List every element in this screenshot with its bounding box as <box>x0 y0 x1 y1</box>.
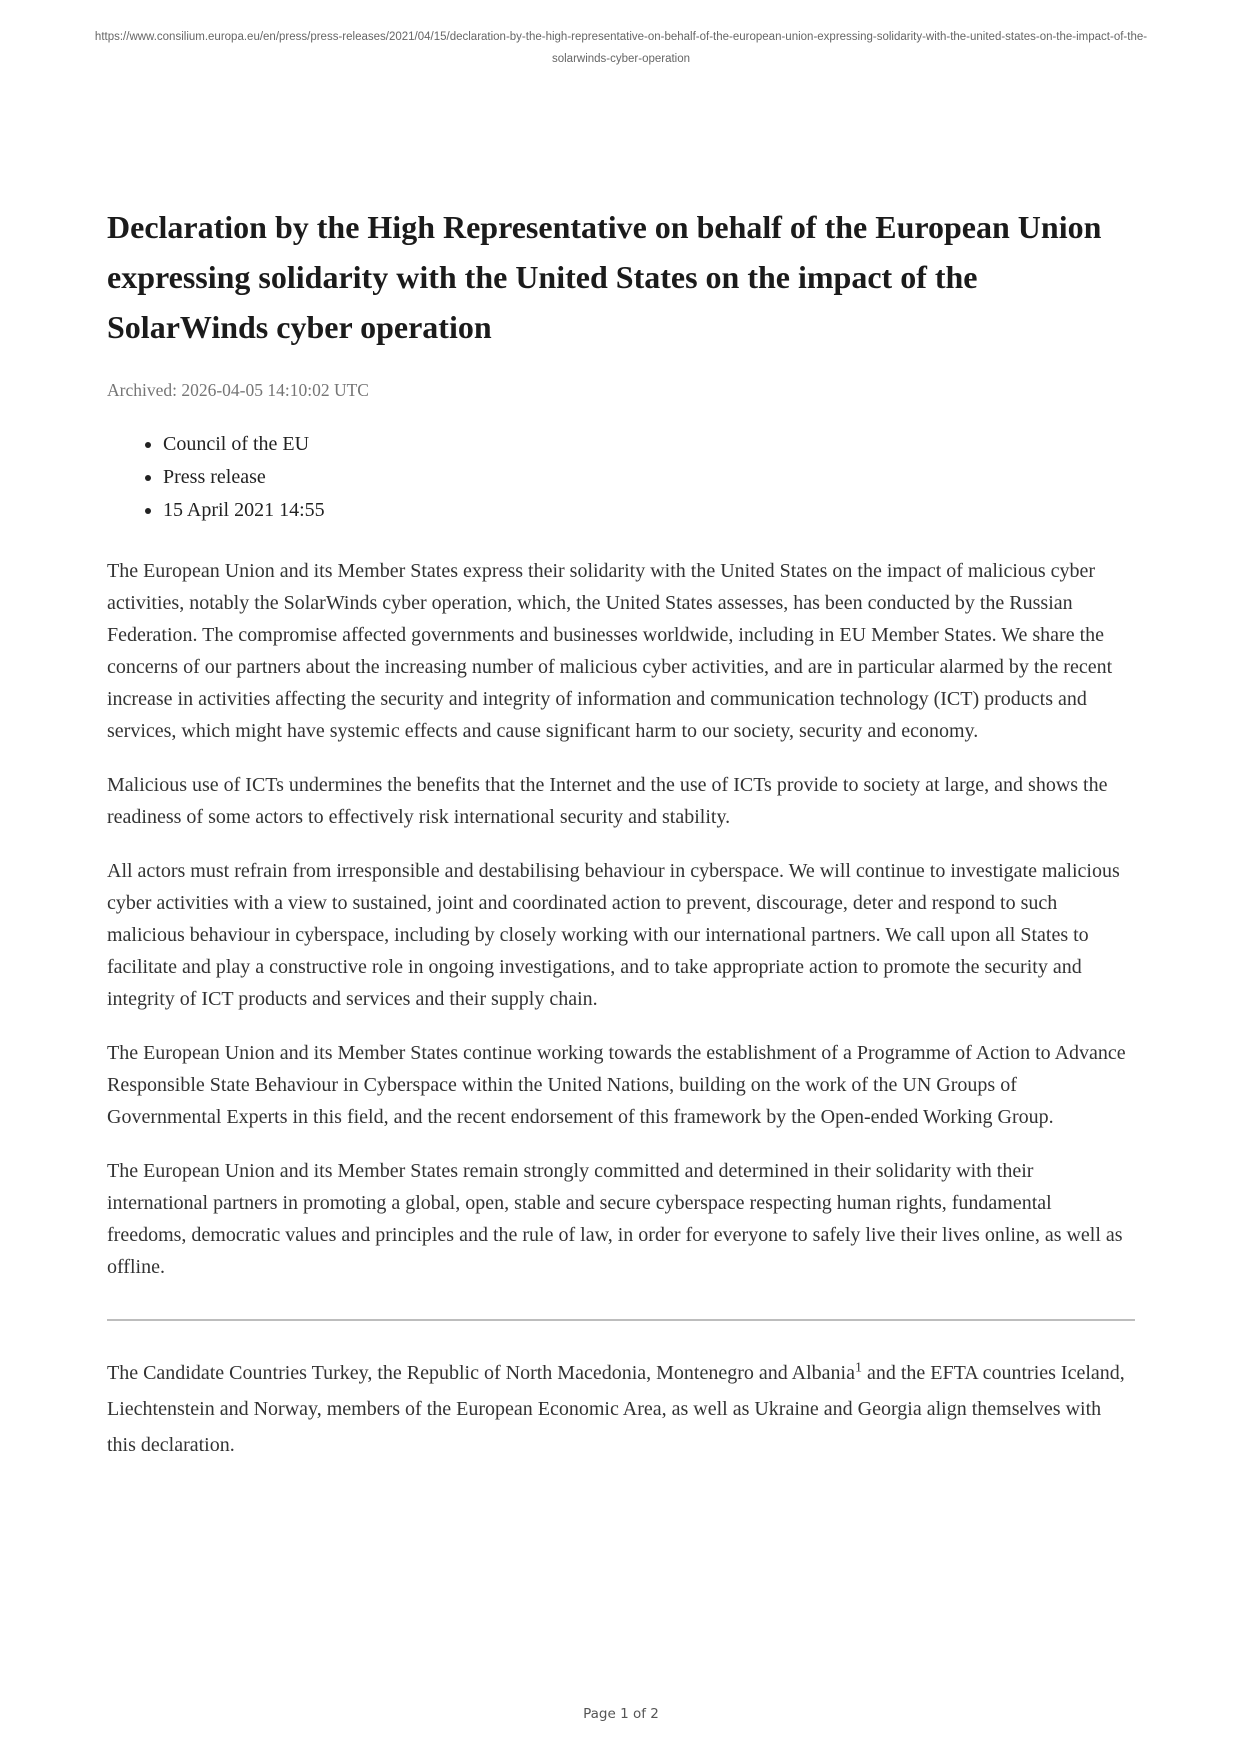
paragraph: All actors must refrain from irresponsible and destabilising behaviour in cyberspace. We will continue to investigate malicious cyber activities with a view to sustained, joint and coordinated action to prevent, discourage, deter and respond to such malicious behaviour in cyberspace, including by closely working with our international partners. We call upon all States to facilitate and play a constructive role in ongoing investigations, and to take appropriate action to promote the security and integrity of ICT products and services and their supply chain. <box>107 860 1120 1010</box>
paragraph: The European Union and its Member States express their solidarity with the United States on the impact of malicious cyber activities, notably the SolarWinds cyber operation, which, the United States assesses, has been conducted by the Russian Federation. The compromise affected governments and businesses worldwide, including in EU Member States. We share the concerns of our partners about the increasing number of malicious cyber activities, and are in particular alarmed by the recent increase in activities affecting the security and integrity of information and communication technology (ICT) products and services, which might have systemic effects and cause significant harm to our society, security and economy. <box>107 560 1113 742</box>
meta-list <box>107 431 1135 523</box>
article-content <box>107 202 1135 1463</box>
section-divider <box>107 1319 1135 1321</box>
article-title: Declaration by the High Representative on behalf of the European Union expressing solidarity with the United States on the impact of the SolarWinds cyber operation <box>107 209 1102 345</box>
footnote-section <box>107 1355 1135 1463</box>
meta-list-item-type: • Press release <box>163 464 1135 490</box>
footnote-superscript: 1 <box>855 1360 862 1376</box>
page-number: Page 1 of 2 <box>583 1706 659 1722</box>
footnote-text-before: The Candidate Countries Turkey, the Republic of North Macedonia, Montenegro and Albania <box>107 1362 855 1384</box>
meta-list-item-institution: • Council of the EU <box>163 431 1135 457</box>
archived-timestamp: Archived: 2026-04-05 14:10:02 UTC <box>107 380 369 400</box>
paragraph: The European Union and its Member States remain strongly committed and determined in their solidarity with their international partners in promoting a global, open, stable and secure cyberspace respecting human rights, fundamental freedoms, democratic values and principles and the rule of law, in order for everyone to safely live their lives online, as well as offline. <box>107 1160 1123 1278</box>
footnote-paragraph <box>107 1355 1135 1463</box>
paragraph: Malicious use of ICTs undermines the benefits that the Internet and the use of ICTs provide to society at large, and shows the readiness of some actors to effectively risk international security and stability. <box>107 774 1108 828</box>
url-header: https://www.consilium.europa.eu/en/press/press-releases/2021/04/15/declaration-by-the-high-representative-on-behalf-of-the-european-union-expressing-solidarity-with-the-united-states-on-the-impact-of-the-solarwinds-cyber-operation <box>94 31 1148 65</box>
paragraph: The European Union and its Member States continue working towards the establishment of a Programme of Action to Advance Responsible State Behaviour in Cyberspace within the United Nations, building on the work of the UN Groups of Governmental Experts in this field, and the recent endorsement of this framework by the Open-ended Working Group. <box>107 1042 1126 1128</box>
meta-list-item-date: • 15 April 2021 14:55 <box>163 497 1135 523</box>
footnote-text-after: and the EFTA countries Iceland, Liechtenstein and Norway, members of the European Economic Area, as well as Ukraine and Georgia align themselves with this declaration. <box>107 1362 1125 1456</box>
article-body <box>107 555 1135 1283</box>
